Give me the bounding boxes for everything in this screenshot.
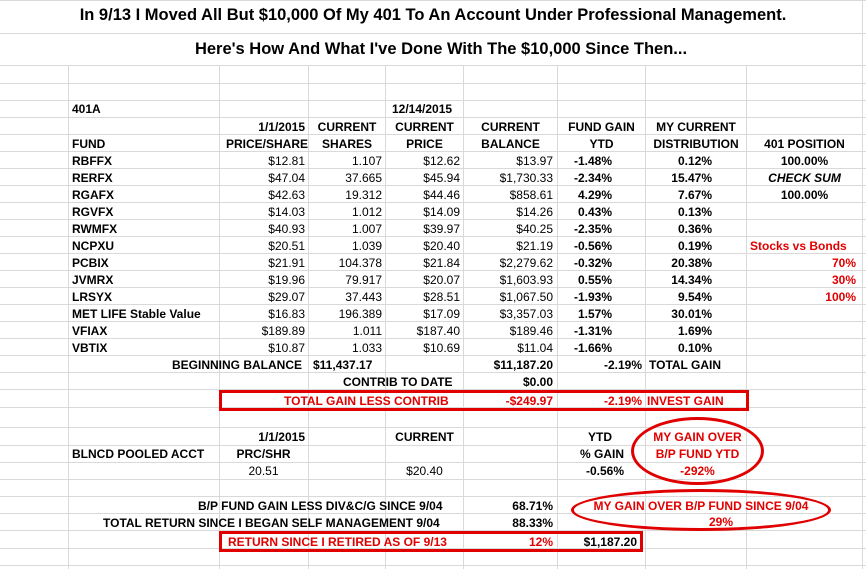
- fund-gain-ytd: -0.56%: [573, 239, 612, 253]
- fund-name: NCPXU: [72, 239, 115, 253]
- fund-balance: $1,603.93: [499, 273, 553, 287]
- fund-current-price: $44.46: [423, 188, 460, 202]
- contrib-value: $0.00: [522, 375, 553, 389]
- fund-start-price: $40.93: [268, 222, 305, 236]
- header-distribution: DISTRIBUTION: [653, 137, 739, 151]
- retired-return-percent: 12%: [528, 535, 553, 549]
- fund-start-price: $14.03: [268, 205, 305, 219]
- fund-name: LRSYX: [72, 290, 113, 304]
- fund-balance: $11.04: [517, 341, 553, 355]
- header-start-date: 1/1/2015: [258, 120, 305, 134]
- header-price-share: PRICE/SHARE: [225, 137, 308, 151]
- header-fund: FUND: [72, 137, 106, 151]
- account-label: 401A: [72, 102, 101, 116]
- invest-gain-label: INVEST GAIN: [647, 394, 724, 408]
- pooled-account-label: BLNCD POOLED ACCT: [72, 447, 205, 461]
- current-date: 12/14/2015: [392, 102, 453, 116]
- pooled-start-price: 20.51: [248, 464, 279, 478]
- fund-balance: $2,279.62: [499, 256, 553, 270]
- fund-gain-ytd: -1.93%: [573, 290, 612, 304]
- total-gain-percent: -2.19%: [603, 358, 642, 372]
- stocks-vs-bonds-label: Stocks vs Bonds: [750, 239, 847, 253]
- fund-shares: 37.443: [345, 290, 382, 304]
- fund-start-price: $189.89: [261, 324, 305, 338]
- bp-fund-gain-value: 68.71%: [512, 499, 553, 513]
- fund-current-price: $20.07: [423, 273, 460, 287]
- fund-distribution: 15.47%: [671, 171, 712, 185]
- fund-start-price: $21.91: [268, 256, 305, 270]
- pooled-header-current: CURRENT: [395, 430, 454, 444]
- fund-distribution: 0.19%: [677, 239, 712, 253]
- gain-less-contrib-label: TOTAL GAIN LESS CONTRIB: [284, 394, 449, 408]
- header-distribution-top: MY CURRENT: [656, 120, 736, 134]
- stocks-percent: 70%: [831, 256, 856, 270]
- total-percent: 100%: [825, 290, 856, 304]
- fund-distribution: 7.67%: [677, 188, 712, 202]
- fund-start-price: $19.96: [268, 273, 305, 287]
- fund-name: RGVFX: [72, 205, 114, 219]
- fund-gain-ytd: 1.57%: [577, 307, 612, 321]
- position-total: 100.00%: [780, 154, 829, 168]
- fund-start-price: $42.63: [268, 188, 305, 202]
- page-subtitle: Here's How And What I've Done With The $10,000 Since Then...: [194, 40, 688, 58]
- pooled-header-ytd: YTD: [588, 430, 612, 444]
- total-return-label: TOTAL RETURN SINCE I BEGAN SELF MANAGEMENT 9/04: [103, 516, 440, 530]
- fund-current-price: $12.62: [423, 154, 460, 168]
- fund-name: VBTIX: [72, 341, 108, 355]
- pooled-header-date: 1/1/2015: [258, 430, 305, 444]
- fund-balance: $189.46: [509, 324, 553, 338]
- fund-distribution: 1.69%: [677, 324, 712, 338]
- check-sum-value: 100.00%: [780, 188, 829, 202]
- header-current-price-top: CURRENT: [395, 120, 454, 134]
- since-2004-oval-value: 29%: [708, 515, 734, 529]
- fund-start-price: $10.87: [268, 341, 305, 355]
- pooled-header-pct-gain: % GAIN: [579, 447, 624, 461]
- fund-current-price: $187.40: [416, 324, 460, 338]
- fund-start-price: $47.04: [268, 171, 305, 185]
- fund-balance: $858.61: [509, 188, 553, 202]
- fund-distribution: 0.10%: [677, 341, 712, 355]
- pooled-header-prc-shr: PRC/SHR: [236, 447, 291, 461]
- header-401-position: 401 POSITION: [764, 137, 845, 151]
- fund-shares: 104.378: [338, 256, 382, 270]
- fund-gain-ytd: -1.31%: [573, 324, 612, 338]
- header-current-balance: BALANCE: [481, 137, 540, 151]
- fund-gain-ytd: -1.48%: [573, 154, 612, 168]
- fund-distribution: 20.38%: [671, 256, 712, 270]
- fund-current-price: $20.40: [423, 239, 460, 253]
- ytd-oval-value: -292%: [680, 464, 715, 478]
- fund-gain-ytd: 4.29%: [577, 188, 612, 202]
- beginning-balance-label: BEGINNING BALANCE: [172, 358, 303, 372]
- fund-name: JVMRX: [72, 273, 114, 287]
- fund-current-price: $45.94: [423, 171, 460, 185]
- fund-start-price: $20.51: [268, 239, 305, 253]
- fund-shares: 79.917: [345, 273, 382, 287]
- fund-balance: $1,730.33: [499, 171, 553, 185]
- current-total-balance: $11,187.20: [493, 358, 553, 372]
- retired-return-value: $1,187.20: [583, 535, 637, 549]
- header-current-balance-top: CURRENT: [481, 120, 540, 134]
- fund-current-price: $39.97: [423, 222, 460, 236]
- retired-return-label: RETURN SINCE I RETIRED AS OF 9/13: [228, 535, 447, 549]
- fund-start-price: $12.81: [268, 154, 305, 168]
- bonds-percent: 30%: [831, 273, 856, 287]
- fund-name: VFIAX: [72, 324, 108, 338]
- fund-current-price: $28.51: [423, 290, 460, 304]
- pooled-ytd-gain: -0.56%: [585, 464, 624, 478]
- fund-name: RBFFX: [72, 154, 112, 168]
- fund-balance: $21.19: [516, 239, 553, 253]
- fund-balance: $14.26: [516, 205, 553, 219]
- fund-gain-ytd: -1.66%: [573, 341, 612, 355]
- check-sum-label: CHECK SUM: [768, 171, 841, 185]
- fund-shares: 1.011: [352, 324, 382, 338]
- fund-distribution: 0.36%: [677, 222, 712, 236]
- header-current-price: PRICE: [406, 137, 443, 151]
- total-return-value: 88.33%: [512, 516, 553, 530]
- fund-shares: 19.312: [345, 188, 382, 202]
- fund-start-price: $29.07: [268, 290, 305, 304]
- header-current-shares-top: CURRENT: [317, 120, 377, 134]
- page-title: In 9/13 I Moved All But $10,000 Of My 401 To An Account Under Professional Management.: [79, 6, 787, 24]
- fund-shares: 1.039: [351, 239, 382, 253]
- ytd-oval-line1: MY GAIN OVER: [653, 430, 742, 444]
- bp-fund-gain-label: B/P FUND GAIN LESS DIV&C/G SINCE 9/04: [198, 499, 443, 513]
- invest-gain-percent: -2.19%: [603, 394, 642, 408]
- fund-gain-ytd: 0.43%: [577, 205, 612, 219]
- contrib-label: CONTRIB TO DATE: [343, 375, 453, 389]
- fund-distribution: 14.34%: [671, 273, 712, 287]
- fund-shares: 1.107: [351, 154, 382, 168]
- fund-balance: $1,067.50: [499, 290, 553, 304]
- header-fund-gain-top: FUND GAIN: [568, 120, 635, 134]
- fund-current-price: $17.09: [423, 307, 460, 321]
- fund-balance: $13.97: [516, 154, 553, 168]
- fund-current-price: $10.69: [423, 341, 460, 355]
- gain-less-contrib-value: -$249.97: [505, 394, 553, 408]
- fund-distribution: 30.01%: [671, 307, 712, 321]
- fund-distribution: 0.12%: [677, 154, 712, 168]
- total-gain-label: TOTAL GAIN: [649, 358, 721, 372]
- fund-gain-ytd: -2.34%: [573, 171, 612, 185]
- beginning-balance-value: $11,437.17: [313, 358, 373, 372]
- fund-distribution: 0.13%: [677, 205, 712, 219]
- fund-shares: 196.389: [338, 307, 382, 321]
- fund-current-price: $21.84: [423, 256, 460, 270]
- fund-name: RGAFX: [72, 188, 114, 202]
- fund-name: MET LIFE Stable Value: [72, 307, 201, 321]
- fund-name: RWMFX: [72, 222, 118, 236]
- fund-shares: 37.665: [345, 171, 382, 185]
- fund-gain-ytd: -0.32%: [573, 256, 612, 270]
- fund-name: RERFX: [72, 171, 113, 185]
- fund-shares: 1.012: [351, 205, 382, 219]
- header-fund-gain-ytd: YTD: [589, 137, 614, 151]
- fund-start-price: $16.83: [268, 307, 305, 321]
- fund-balance: $40.25: [516, 222, 553, 236]
- fund-gain-ytd: -2.35%: [573, 222, 612, 236]
- ytd-oval-line2: B/P FUND YTD: [655, 447, 740, 461]
- since-2004-oval-label: MY GAIN OVER B/P FUND SINCE 9/04: [593, 499, 809, 513]
- fund-balance: $3,357.03: [499, 307, 553, 321]
- fund-gain-ytd: 0.55%: [577, 273, 612, 287]
- fund-current-price: $14.09: [423, 205, 460, 219]
- fund-shares: 1.033: [351, 341, 382, 355]
- fund-shares: 1.007: [351, 222, 382, 236]
- fund-name: PCBIX: [72, 256, 109, 270]
- pooled-current-price: $20.40: [406, 464, 443, 478]
- fund-distribution: 9.54%: [677, 290, 712, 304]
- header-current-shares: SHARES: [321, 137, 372, 151]
